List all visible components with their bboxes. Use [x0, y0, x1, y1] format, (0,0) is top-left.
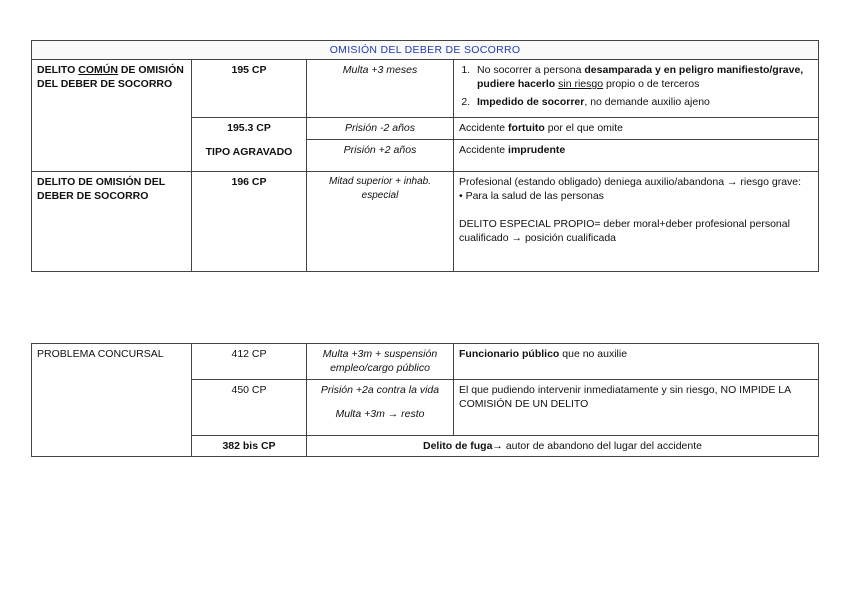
description-196: Profesional (estando obligado) deniega auxilio/abandona → riesgo grave: • Para la salud de las personas DELITO ESPECIAL PROPIO= deber moral+deber profesional personal cualificado → posición cualificada	[454, 172, 819, 272]
description-450: El que pudiendo intervenir inmediatamente y sin riesgo, NO IMPIDE LA COMISIÓN DE UN DELITO	[454, 380, 819, 436]
article-196: 196 CP	[192, 172, 307, 272]
article-450: 450 CP	[192, 380, 307, 436]
penalty-450: Prisión +2a contra la vida Multa +3m → resto	[307, 380, 454, 436]
penalty-195: Multa +3 meses	[307, 60, 454, 118]
article-195-3: 195.3 CP TIPO AGRAVADO	[192, 118, 307, 172]
penalty-412: Multa +3m + suspensión empleo/cargo público	[307, 344, 454, 380]
concursal-label: PROBLEMA CONCURSAL	[32, 344, 192, 457]
omision-table	[31, 40, 819, 272]
description-195-3-a: Accidente fortuito por el que omite	[454, 118, 819, 140]
concurso-table	[31, 343, 819, 457]
penalty-195-3-b: Prisión +2 años	[307, 140, 454, 172]
list-item: 2. Impedido de socorrer, no demande auxilio ajeno	[473, 95, 813, 109]
aggravated-type-label: TIPO AGRAVADO	[205, 146, 293, 158]
crime-name-common: DELITO COMÚN DE OMISIÓN DEL DEBER DE SOCORRO	[32, 60, 192, 172]
penalty-195-3-a: Prisión -2 años	[307, 118, 454, 140]
article-195: 195 CP	[192, 60, 307, 118]
penalty-196: Mitad superior + inhab. especial	[307, 172, 454, 272]
description-195	[454, 60, 819, 118]
description-412: Funcionario público que no auxilie	[454, 344, 819, 380]
table-title: OMISIÓN DEL DEBER DE SOCORRO	[32, 41, 819, 60]
crime-name-196: DELITO DE OMISIÓN DEL DEBER DE SOCORRO	[32, 172, 192, 272]
description-382-bis: Delito de fuga→ autor de abandono del lugar del accidente	[307, 436, 819, 457]
description-195-3-b: Accidente imprudente	[454, 140, 819, 172]
article-382-bis: 382 bis CP	[192, 436, 307, 457]
article-412: 412 CP	[192, 344, 307, 380]
list-item: 1. No socorrer a persona desamparada y en peligro manifiesto/grave, pudiere hacerlo sin riesgo propio o de terceros	[473, 63, 813, 91]
